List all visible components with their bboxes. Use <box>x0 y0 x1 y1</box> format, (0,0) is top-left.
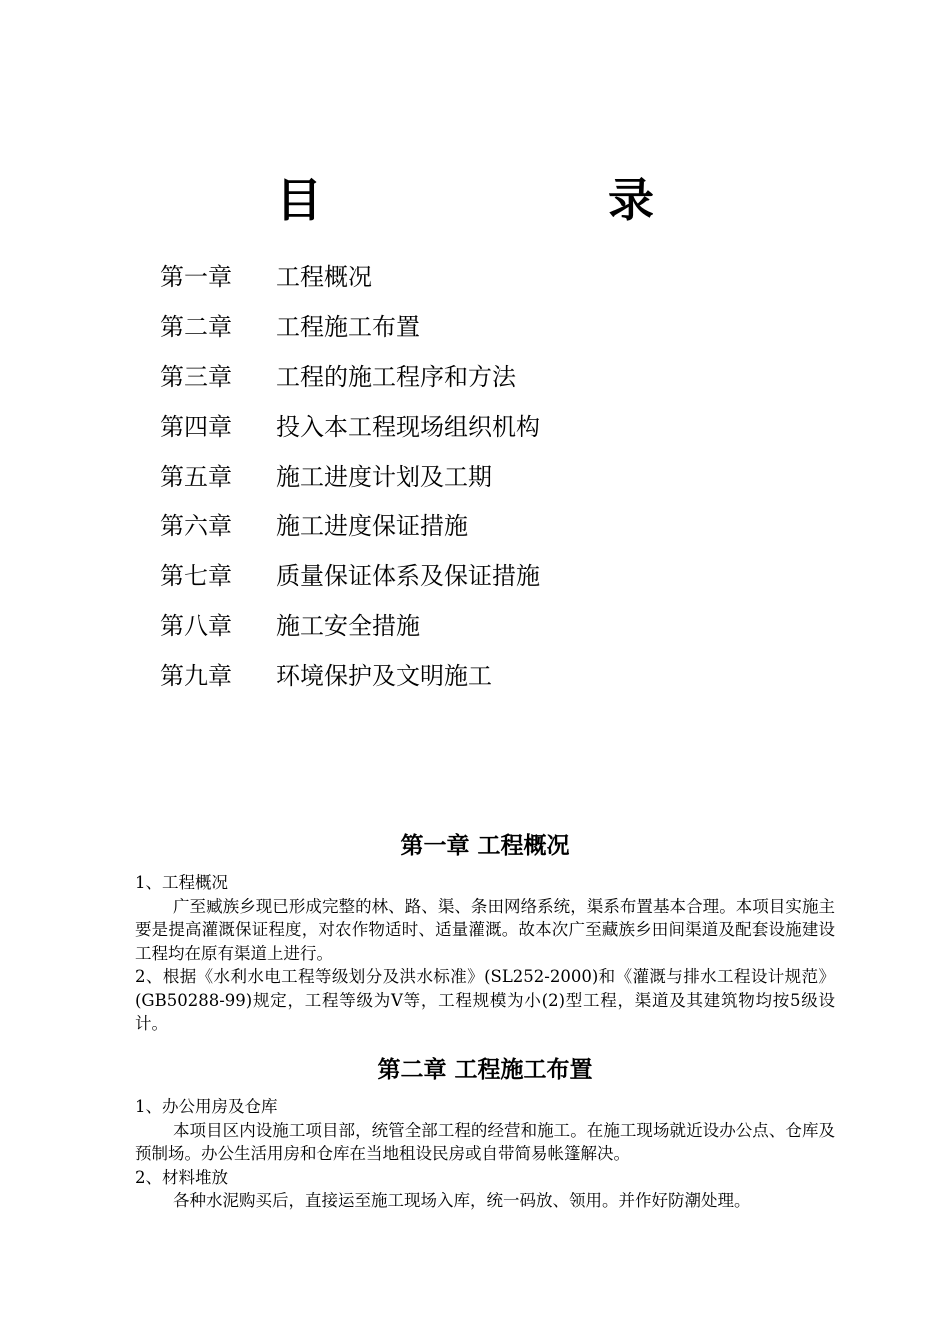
toc-item-4 <box>160 399 860 449</box>
toc-chapter-number: 第三章 <box>160 362 232 391</box>
toc-chapter-name: 工程施工布置 <box>276 313 420 342</box>
toc-chapter-number: 第一章 <box>160 263 232 292</box>
chapter-1-item-1-title: 1、工程概况 <box>135 873 228 892</box>
toc-chapter-number: 第六章 <box>160 512 232 541</box>
toc-title: 目 录 <box>276 173 774 227</box>
toc-item-7 <box>160 549 860 599</box>
toc-chapter-name: 质量保证体系及保证措施 <box>276 562 540 591</box>
toc-item-3 <box>160 350 860 400</box>
toc-chapter-number: 第四章 <box>160 412 232 441</box>
toc-chapter-number: 第二章 <box>160 313 232 342</box>
chapter-2-item-1-text: 本项目区内设施工项目部，统管全部工程的经营和施工。在施工现场就近设办公点、仓库及预制场。办公生活用房和仓库在当地租设民房或自带简易帐篷解决。 <box>135 1120 835 1163</box>
toc-item-8 <box>160 599 860 649</box>
toc-chapter-name: 施工进度保证措施 <box>276 512 468 541</box>
toc-chapter-number: 第七章 <box>160 562 232 591</box>
toc-chapter-name: 环境保护及文明施工 <box>276 661 492 690</box>
toc-chapter-name: 施工安全措施 <box>276 611 420 640</box>
toc-item-6 <box>160 499 860 549</box>
toc-item-1 <box>160 250 860 300</box>
toc-chapter-name: 投入本工程现场组织机构 <box>276 412 540 441</box>
chapter-1-section <box>135 831 835 1036</box>
chapter-2-item-1-title: 1、办公用房及仓库 <box>135 1097 278 1116</box>
chapter-2-item-2-text: 各种水泥购买后，直接运至施工现场入库，统一码放、领用。并作好防潮处理。 <box>173 1191 751 1210</box>
toc-item-5 <box>160 449 860 499</box>
toc-chapter-number: 第九章 <box>160 661 232 690</box>
chapter-1-heading: 第一章 工程概况 <box>400 833 570 859</box>
chapter-2-heading: 第二章 工程施工布置 <box>377 1057 593 1083</box>
toc-chapter-number: 第八章 <box>160 611 232 640</box>
toc-chapter-number: 第五章 <box>160 462 232 491</box>
toc-chapter-name: 施工进度计划及工期 <box>276 462 492 491</box>
chapter-1-item-1-text: 广至臧族乡现已形成完整的林、路、渠、条田网络系统，渠系布置基本合理。本项目实施主要是提高灌溉保证程度，对农作物适时、适量灌溉。故本次广至藏族乡田间渠道及配套设施建设工程均在原有渠道上进行。 <box>135 896 835 963</box>
chapter-2-section <box>135 1055 835 1213</box>
table-of-contents <box>160 250 860 698</box>
toc-chapter-name: 工程的施工程序和方法 <box>276 362 516 391</box>
chapter-2-item-2-title: 2、材料堆放 <box>135 1167 228 1187</box>
toc-chapter-name: 工程概况 <box>276 263 372 292</box>
toc-item-2 <box>160 300 860 350</box>
toc-item-9 <box>160 648 860 698</box>
chapter-1-item-2-text: 2、根据《水利水电工程等级划分及洪水标准》(SL252-2000)和《灌溉与排水工程设计规范》(GB50288-99)规定，工程等级为Ⅴ等，工程规模为小(2)型工程，渠道及其建筑物均按5级设计。 <box>135 967 835 1033</box>
